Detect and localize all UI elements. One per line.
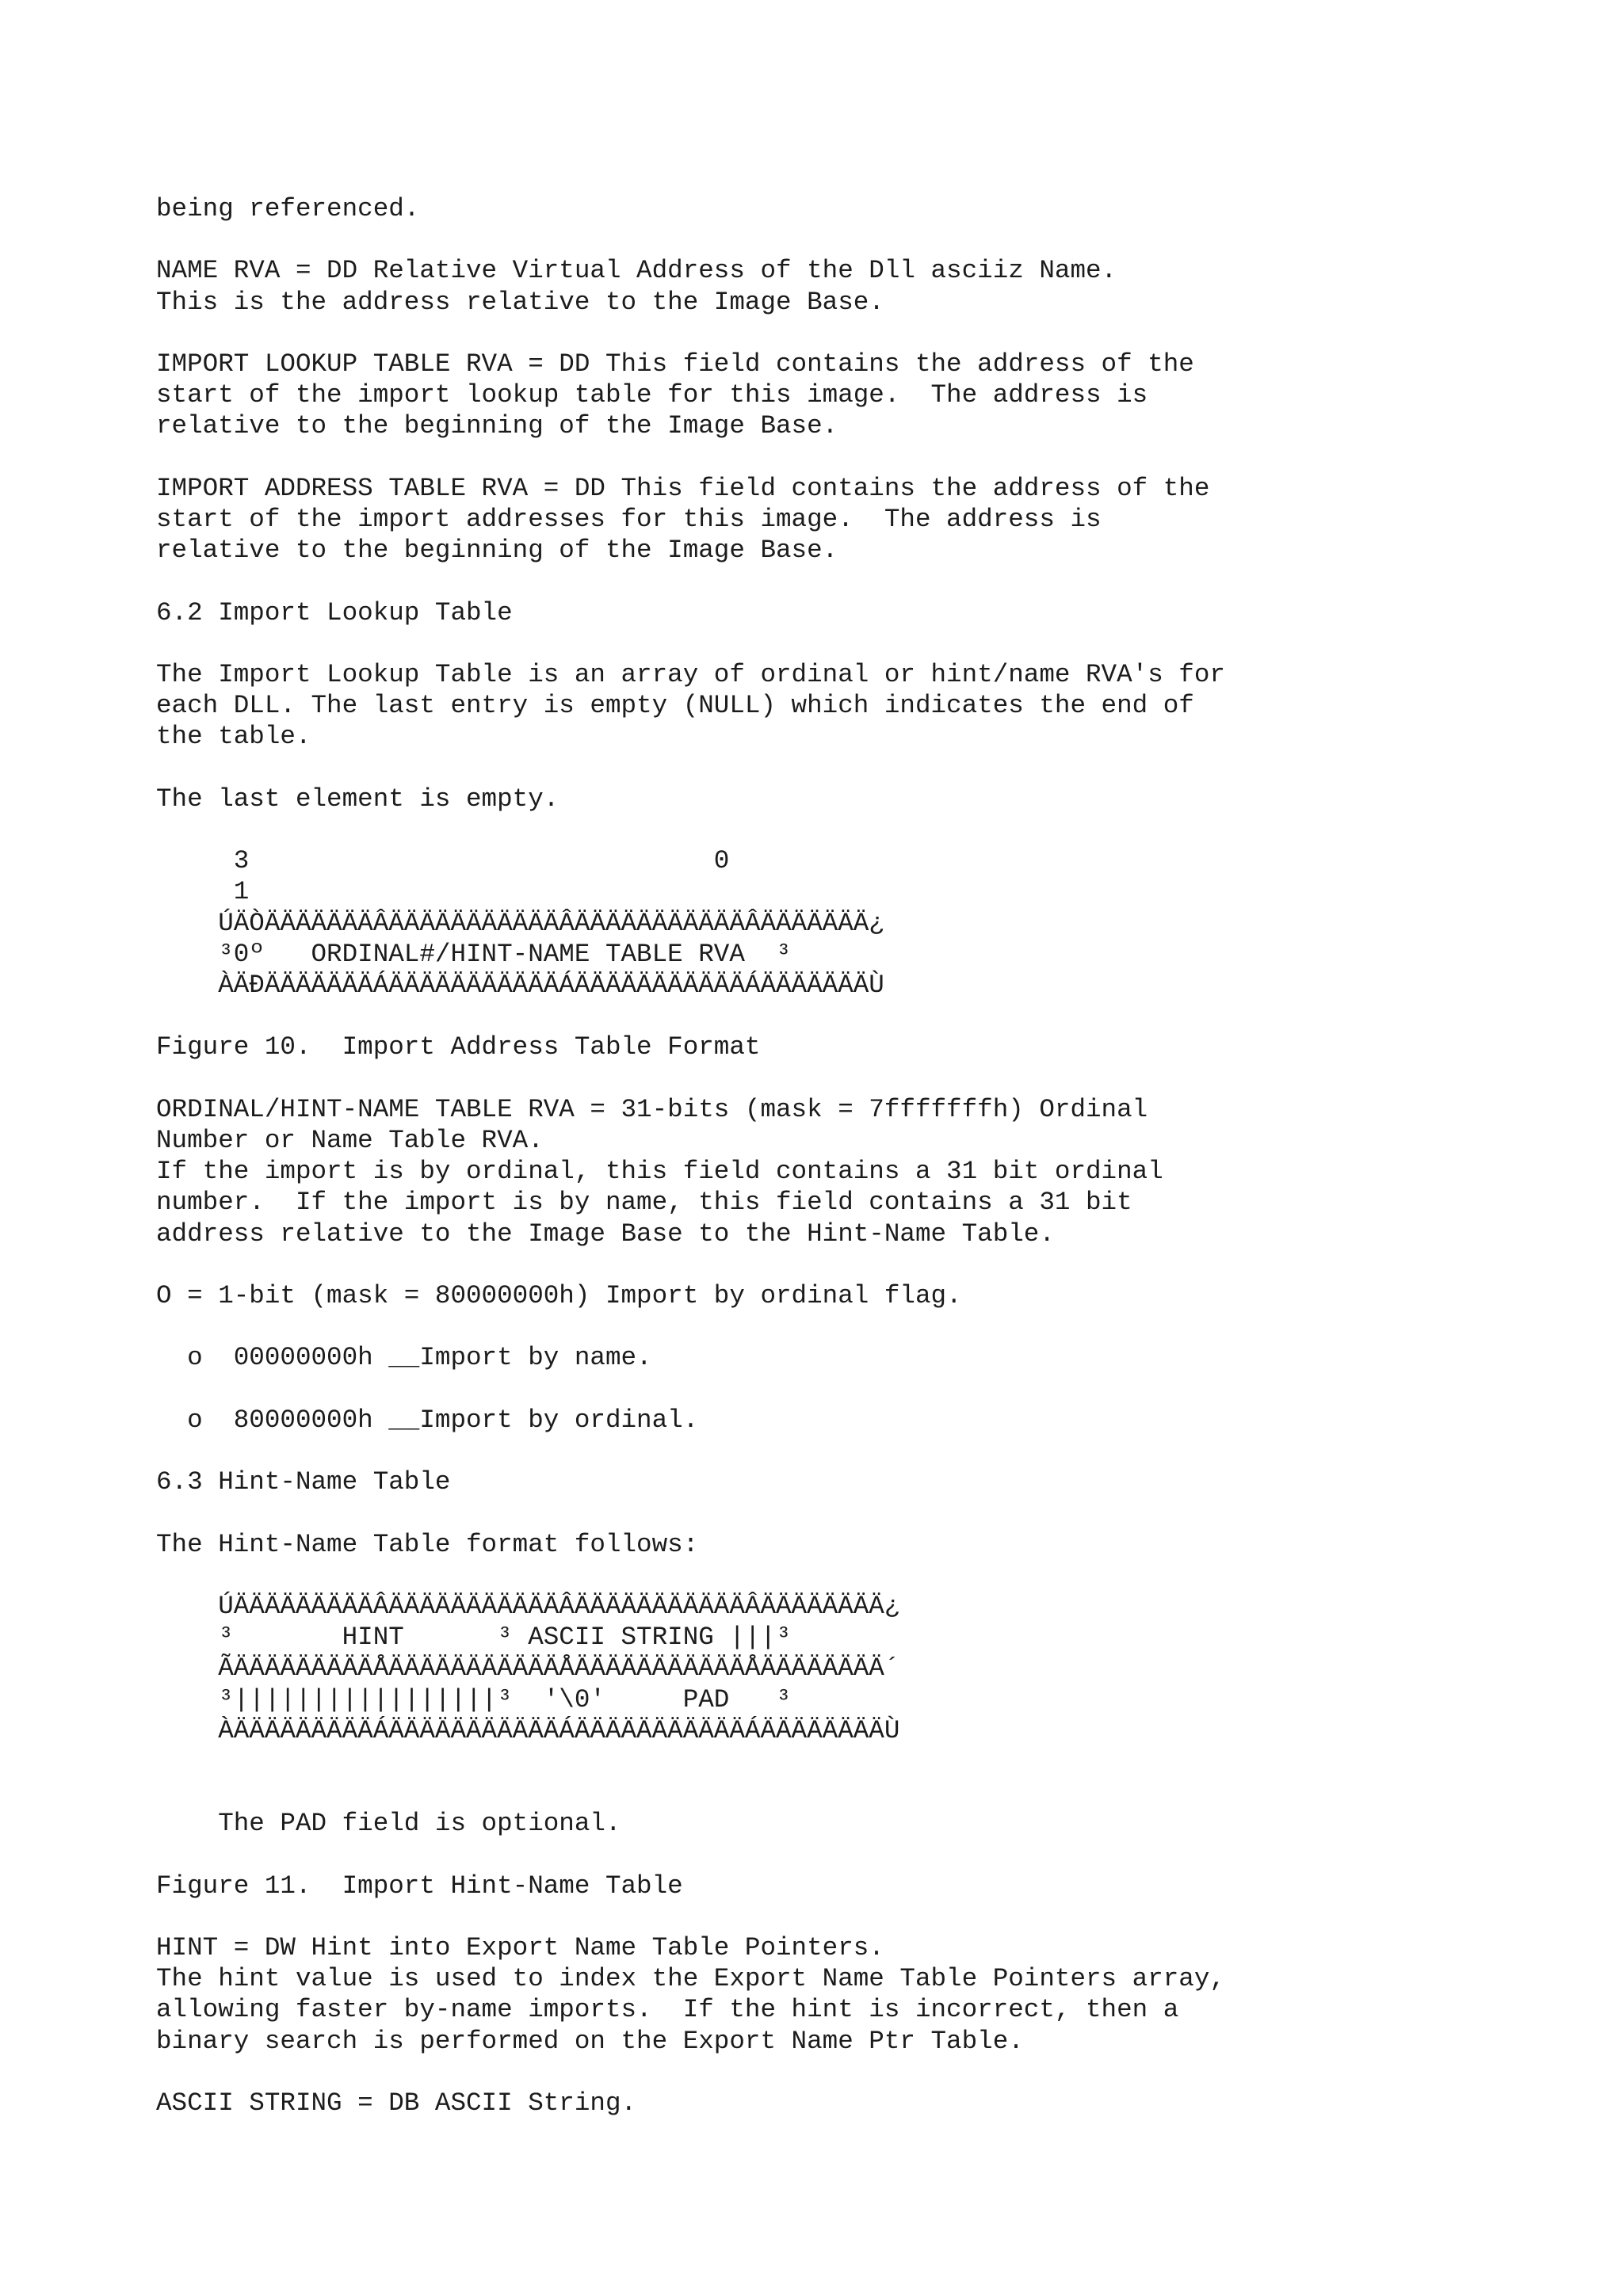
blank-line: [156, 566, 1583, 597]
blank-line: [156, 628, 1583, 659]
text-line: ÚÄÒÄÄÄÄÄÄÄÂÄÄÄÄÄÄÄÄÄÄÄÂÄÄÄÄÄÄÄÄÄÄÄÂÄÄÄÄÄÄÄ¿: [156, 908, 884, 938]
blank-line: [156, 1777, 1583, 1808]
text-line: ÀÄÄÄÄÄÄÄÄÄÁÄÄÄÄÄÄÄÄÄÄÄÁÄÄÄÄÄÄÄÄÄÄÄÁÄÄÄÄÄÄÄÄÙ: [156, 1715, 900, 1745]
text-line: start of the import lookup table for this image. The address is: [156, 380, 1148, 410]
text-line: IMPORT ADDRESS TABLE RVA = DD This field contains the address of the: [156, 473, 1210, 503]
text-line: The PAD field is optional.: [156, 1809, 621, 1839]
text-line: 6.2 Import Lookup Table: [156, 597, 513, 627]
text-line: ³ HINT ³ ASCII STRING |||³: [156, 1623, 792, 1653]
text-line: start of the import addresses for this image. The address is: [156, 504, 1102, 534]
text-line: relative to the beginning of the Image Base.: [156, 536, 838, 566]
text-line: o 00000000h __Import by name.: [156, 1343, 652, 1373]
text-line: binary search is performed on the Export Name Ptr Table.: [156, 2026, 1024, 2056]
text-line: ³|||||||||||||||||³ '\0' PAD ³: [156, 1684, 792, 1714]
text-line: ASCII STRING = DB ASCII String.: [156, 2088, 637, 2119]
text-line: the table.: [156, 722, 311, 752]
blank-line: [156, 1374, 1583, 1405]
blank-line: [156, 1746, 1583, 1777]
text-line: Figure 11. Import Hint-Name Table: [156, 1871, 683, 1901]
text-line: O = 1-bit (mask = 80000000h) Import by ordinal flag.: [156, 1280, 962, 1310]
blank-line: [156, 318, 1583, 349]
text-line: ÀÄÐÄÄÄÄÄÄÄÁÄÄÄÄÄÄÄÄÄÄÄÁÄÄÄÄÄÄÄÄÄÄÄÁÄÄÄÄÄÄÄÙ: [156, 970, 884, 1000]
text-line: This is the address relative to the Image Base.: [156, 287, 884, 317]
text-line: ³0º ORDINAL#/HINT-NAME TABLE RVA ³: [156, 939, 792, 969]
blank-line: [156, 1249, 1583, 1280]
text-line: 1: [156, 877, 250, 907]
text-line: allowing faster by-name imports. If the hint is incorrect, then a: [156, 1995, 1179, 2025]
text-line: being referenced.: [156, 194, 420, 223]
blank-line: [156, 1901, 1583, 1932]
text-line: Figure 10. Import Address Table Format: [156, 1032, 761, 1062]
text-line: HINT = DW Hint into Export Name Table Pointers.: [156, 1933, 884, 1963]
blank-line: [156, 1311, 1583, 1342]
text-line: 6.3 Hint-Name Table: [156, 1467, 451, 1497]
blank-line: [156, 1840, 1583, 1871]
blank-line: [156, 224, 1583, 255]
blank-line: [156, 442, 1583, 473]
text-line: Number or Name Table RVA.: [156, 1125, 544, 1155]
text-line: address relative to the Image Base to the Hint-Name Table.: [156, 1219, 1055, 1249]
text-line: ÚÄÄÄÄÄÄÄÄÄÂÄÄÄÄÄÄÄÄÄÄÄÂÄÄÄÄÄÄÄÄÄÄÄÂÄÄÄÄÄÄÄÄ¿: [156, 1591, 900, 1621]
blank-line: [156, 1063, 1583, 1094]
blank-line: [156, 1497, 1583, 1528]
text-line: IMPORT LOOKUP TABLE RVA = DD This field contains the address of the: [156, 349, 1194, 379]
blank-line: [156, 753, 1583, 784]
blank-line: [156, 1436, 1583, 1466]
text-line: NAME RVA = DD Relative Virtual Address of the Dll asciiz Name.: [156, 256, 1117, 286]
blank-line: [156, 2057, 1583, 2088]
text-line: each DLL. The last entry is empty (NULL) which indicates the end of: [156, 691, 1194, 721]
text-line: relative to the beginning of the Image Base.: [156, 411, 838, 441]
document-page: [156, 193, 1583, 2119]
text-line: 3 0: [156, 846, 730, 876]
blank-line: [156, 1001, 1583, 1032]
text-line: The hint value is used to index the Export Name Table Pointers array,: [156, 1964, 1225, 1994]
blank-line: [156, 814, 1583, 845]
text-line: o 80000000h __Import by ordinal.: [156, 1405, 699, 1435]
text-line: The Import Lookup Table is an array of ordinal or hint/name RVA's for: [156, 659, 1225, 689]
text-line: The Hint-Name Table format follows:: [156, 1529, 699, 1559]
text-line: number. If the import is by name, this field contains a 31 bit: [156, 1188, 1132, 1218]
text-line: ORDINAL/HINT-NAME TABLE RVA = 31-bits (mask = 7fffffffh) Ordinal: [156, 1094, 1148, 1124]
blank-line: [156, 1560, 1583, 1591]
text-line: ÃÄÄÄÄÄÄÄÄÄÅÄÄÄÄÄÄÄÄÄÄÄÅÄÄÄÄÄÄÄÄÄÄÄÅÄÄÄÄÄÄÄÄ´: [156, 1653, 900, 1684]
text-line: If the import is by ordinal, this field contains a 31 bit ordinal: [156, 1157, 1163, 1187]
text-line: The last element is empty.: [156, 784, 559, 814]
